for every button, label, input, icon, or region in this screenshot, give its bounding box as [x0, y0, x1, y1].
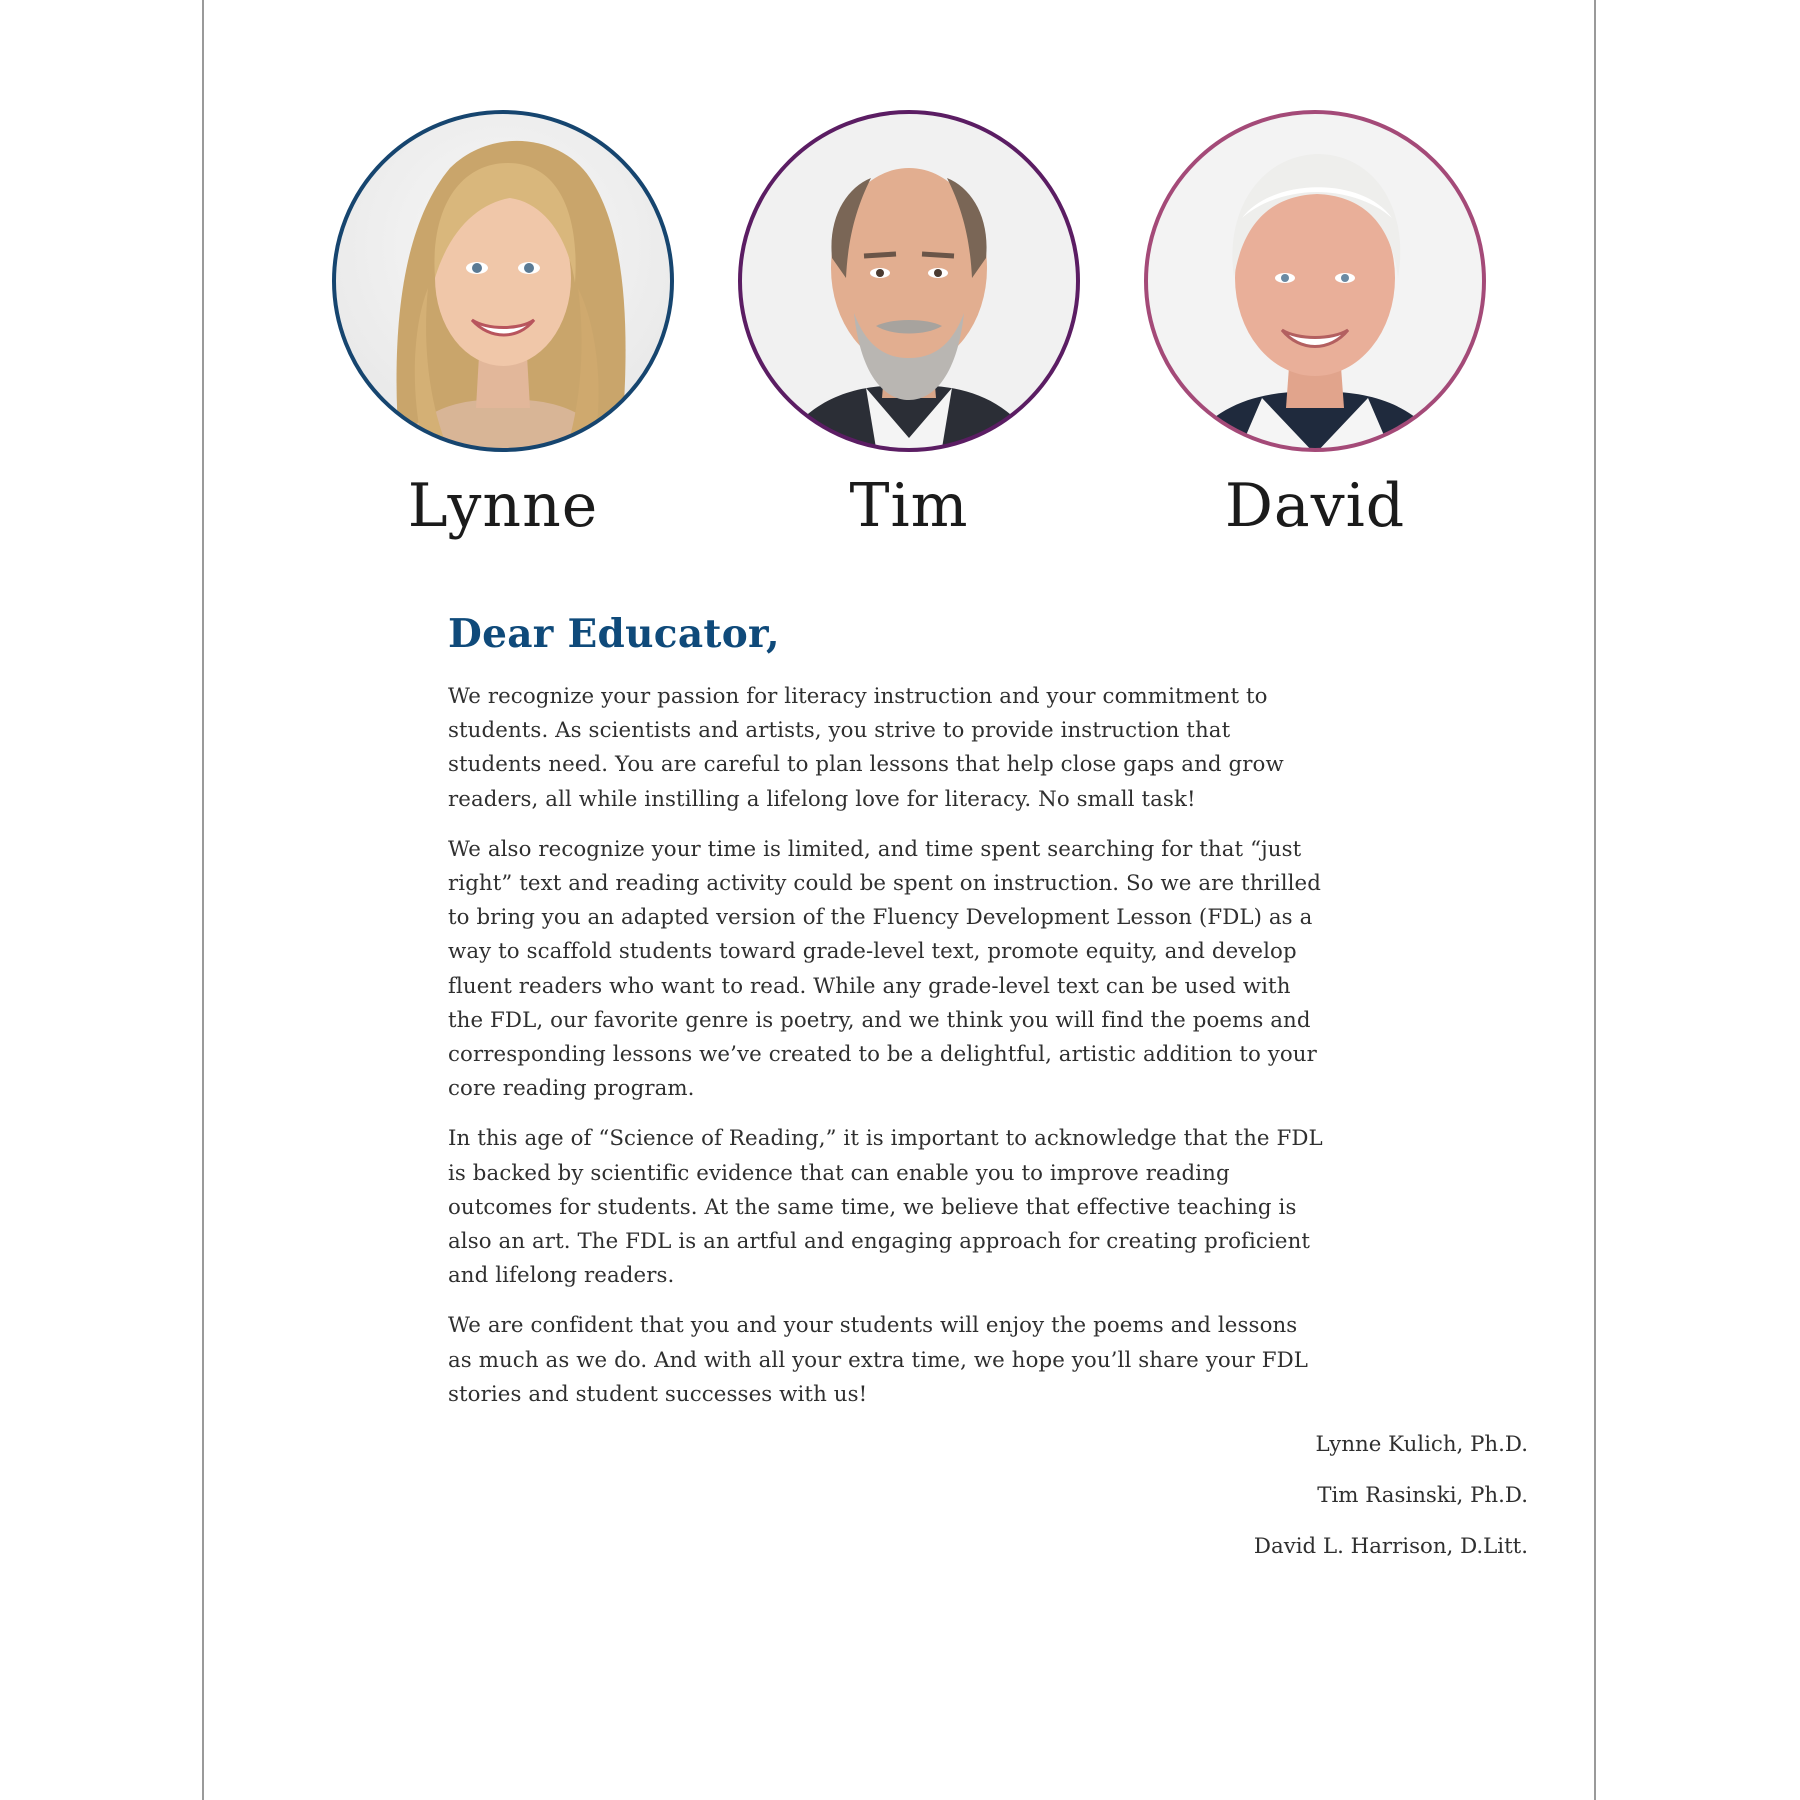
letter-paragraph: We also recognize your time is limited, and time spent searching for that “just right” text and reading activity could be spent on instruction. So we are thrilled to bring you an adapted version of the Fluency Development Lesson (FDL) as a way to scaffold students toward grade-level text, promote equity, and develop fluent readers who want to read. While any grade-level text can be used with the FDL, our favorite genre is poetry, and we think you will find the poems and corresponding lessons we’ve created to be a delightful, artistic addition to your core reading program.	[448, 836, 1321, 1102]
signature-block	[1104, 1428, 1528, 1581]
letter-paragraph: We recognize your passion for literacy instruction and your commitment to students. As scientists and artists, you strive to provide instruction that students need. You are careful to plan lessons that help close gaps and grow readers, all while instilling a lifelong love for literacy. No small task!	[448, 684, 1284, 812]
letter-page	[202, 0, 1596, 1800]
signature-lynne: Lynne Kulich, Ph.D.	[1315, 1432, 1528, 1457]
letter-paragraph: We are confident that you and your students will enjoy the poems and lessons as much as we do. And with all your extra time, we hope you’ll share your FDL stories and student successes with us!	[448, 1313, 1309, 1407]
portrait-tim-photo	[736, 108, 1082, 454]
portrait-lynne-photo	[330, 108, 676, 454]
letter-body	[448, 606, 1326, 1428]
author-name-lynne: Lynne	[407, 471, 599, 541]
letter-greeting: Dear Educator,	[448, 611, 780, 657]
author-name-tim: Tim	[849, 471, 969, 541]
letter-paragraph: In this age of “Science of Reading,” it is important to acknowledge that the FDL is backed by scientific evidence that can enable you to improve reading outcomes for students. At the same time, we believe that effective teaching is also an art. The FDL is an artful and engaging approach for creating proficient and lifelong readers.	[448, 1126, 1323, 1289]
signature-david: David L. Harrison, D.Litt.	[1253, 1534, 1528, 1559]
portrait-david	[1142, 108, 1488, 454]
author-name-david: David	[1224, 471, 1406, 541]
portrait-lynne	[330, 108, 676, 454]
portrait-tim	[736, 108, 1082, 454]
portrait-david-photo	[1142, 108, 1488, 454]
signature-tim: Tim Rasinski, Ph.D.	[1317, 1483, 1528, 1508]
